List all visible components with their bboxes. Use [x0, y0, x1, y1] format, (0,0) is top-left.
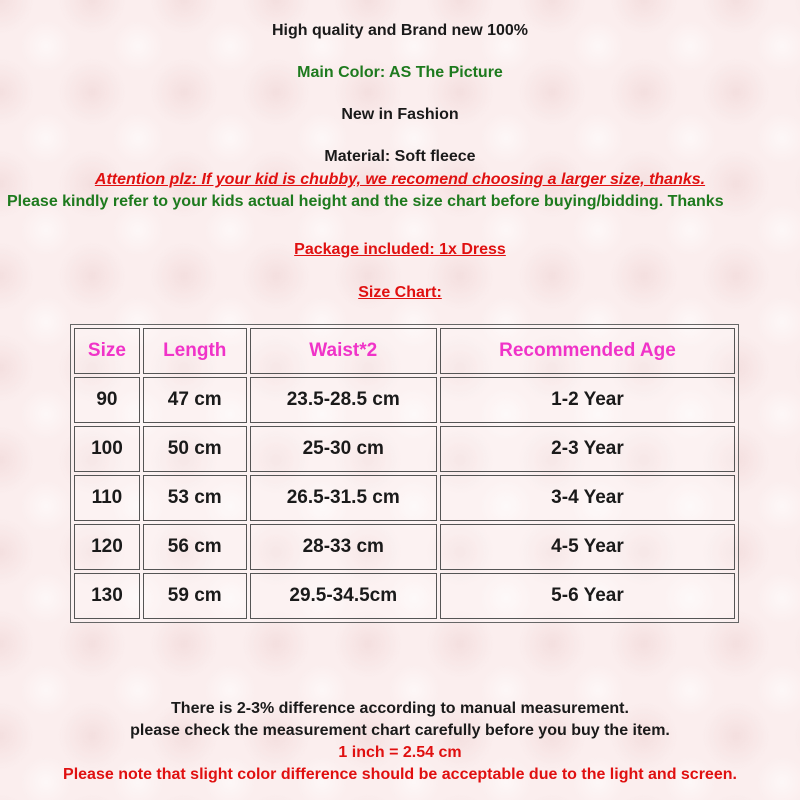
- cell-size: 100: [74, 426, 140, 472]
- column-header-waist: Waist*2: [250, 328, 437, 374]
- table-row: [74, 475, 735, 521]
- cell-age: 2-3 Year: [440, 426, 735, 472]
- table-row: [74, 573, 735, 619]
- cell-length: 56 cm: [143, 524, 247, 570]
- column-header-length: Length: [143, 328, 247, 374]
- cell-length: 59 cm: [143, 573, 247, 619]
- inch-line: 1 inch = 2.54 cm: [338, 744, 462, 761]
- cell-size: 90: [74, 377, 140, 423]
- cell-waist: 26.5-31.5 cm: [250, 475, 437, 521]
- table-row: [74, 377, 735, 423]
- cell-length: 50 cm: [143, 426, 247, 472]
- column-header-size: Size: [74, 328, 140, 374]
- cell-waist: 25-30 cm: [250, 426, 437, 472]
- table-header-row: [74, 328, 735, 374]
- column-header-age: Recommended Age: [440, 328, 735, 374]
- main-color-line: Main Color: AS The Picture: [297, 64, 503, 81]
- table-row: [74, 426, 735, 472]
- cell-waist: 28-33 cm: [250, 524, 437, 570]
- cell-waist: 29.5-34.5cm: [250, 573, 437, 619]
- cell-age: 4-5 Year: [440, 524, 735, 570]
- cell-length: 53 cm: [143, 475, 247, 521]
- size-chart-table: [70, 324, 739, 623]
- material-line: Material: Soft fleece: [324, 148, 476, 165]
- cell-length: 47 cm: [143, 377, 247, 423]
- check-line: please check the measurement chart carefully before you buy the item.: [130, 722, 670, 739]
- table-row: [74, 524, 735, 570]
- cell-age: 1-2 Year: [440, 377, 735, 423]
- difference-line: There is 2-3% difference according to manual measurement.: [171, 700, 629, 717]
- size-chart-title: Size Chart:: [358, 284, 442, 301]
- refer-line: Please kindly refer to your kids actual height and the size chart before buying/bidding. Thanks: [7, 193, 724, 210]
- fashion-line: New in Fashion: [341, 106, 459, 123]
- cell-size: 130: [74, 573, 140, 619]
- cell-waist: 23.5-28.5 cm: [250, 377, 437, 423]
- attention-line: Attention plz: If your kid is chubby, we recomend choosing a larger size, thanks.: [94, 171, 706, 188]
- cell-size: 120: [74, 524, 140, 570]
- cell-age: 5-6 Year: [440, 573, 735, 619]
- color-note-line: Please note that slight color difference should be acceptable due to the light and screen.: [63, 766, 737, 783]
- cell-age: 3-4 Year: [440, 475, 735, 521]
- cell-size: 110: [74, 475, 140, 521]
- quality-line: High quality and Brand new 100%: [271, 22, 529, 39]
- package-line: Package included: 1x Dress: [294, 241, 506, 258]
